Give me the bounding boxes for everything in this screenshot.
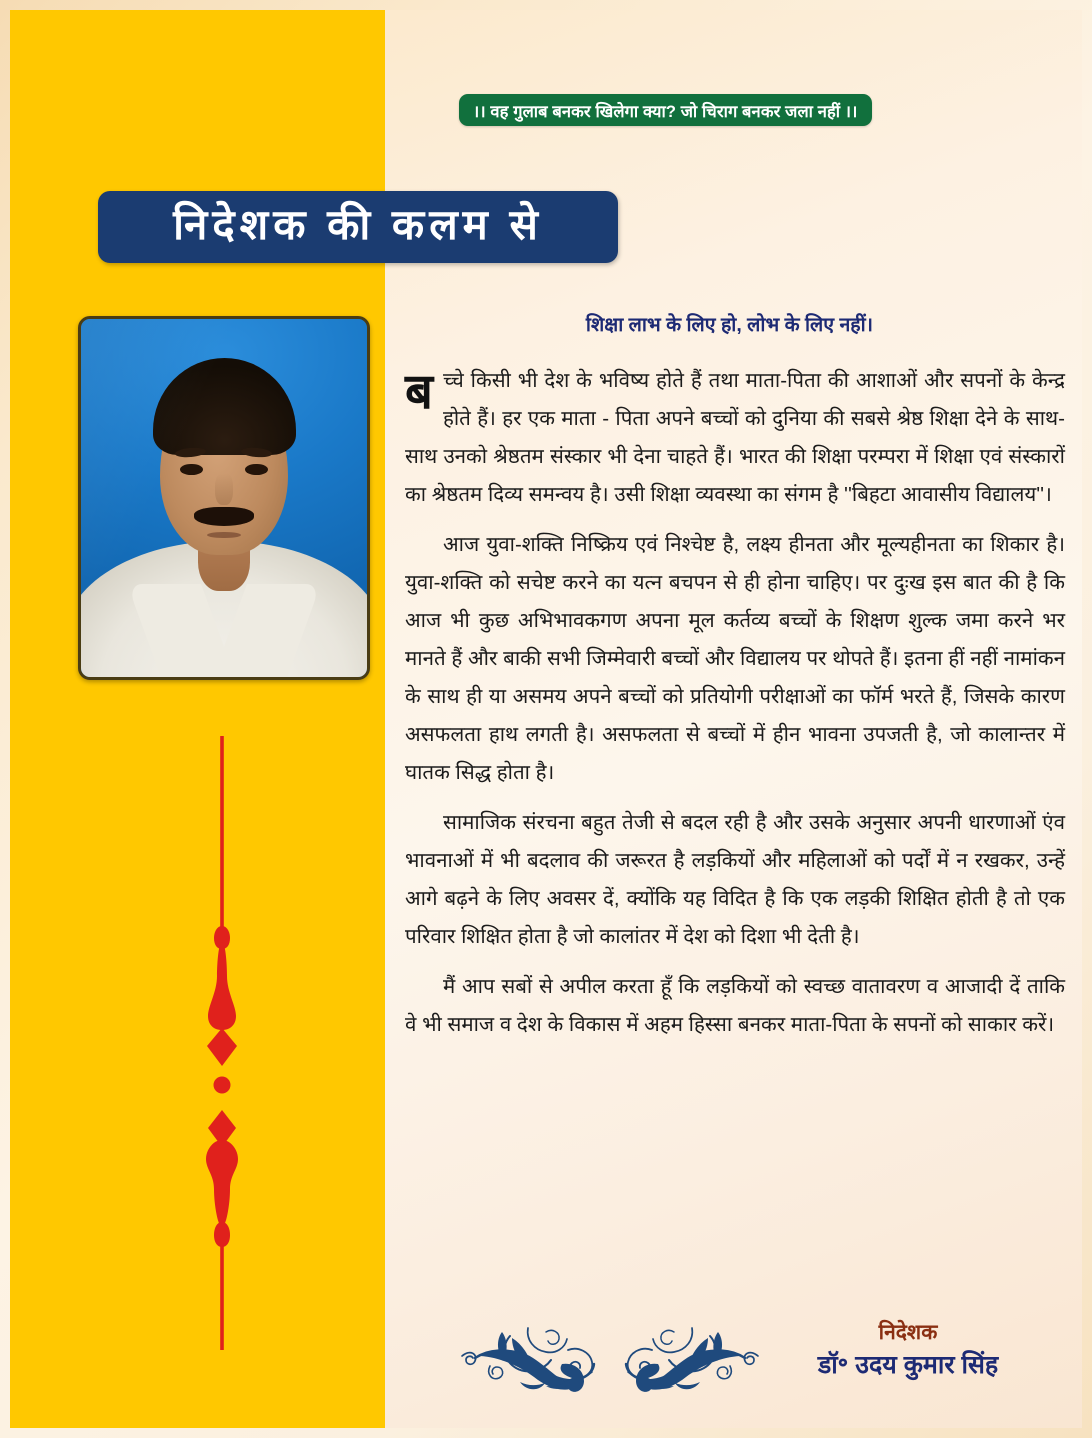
quote-banner-text: ।। वह गुलाब बनकर खिलेगा क्या? जो चिराग बनकर जला नहीं ।। bbox=[473, 102, 858, 121]
drop-cap: ब bbox=[405, 365, 433, 419]
article-column bbox=[395, 10, 1082, 1428]
paragraph-3: सामाजिक संरचना बहुत तेजी से बदल रही है और उसके अनुसार अपनी धारणाओं एंव भावनाओं में भी बदलाव की जरूरत है लड़कियों और महिलाओं को पर्दों में न रखकर, उन्हें आगे बढ़ने के लिए अवसर दें, क्योंकि यह विदित है कि एक लड़की शिक्षित होती है तो एक परिवार शिक्षित होता है जो कालांतर में देश को दिशा भी देती है। bbox=[405, 811, 1065, 948]
paragraph-4: मैं आप सबों से अपील करता हूँ कि लड़कियों को स्वच्छ वातावरण व आजादी दें ताकि वे भी समाज व देश के विकास में अहम हिस्सा बनकर माता-पिता के सपनों को साकार करें। bbox=[405, 975, 1065, 1036]
article-body bbox=[405, 362, 1065, 1056]
article-subtitle: शिक्षा लाभ के लिए हो, लोभ के लिए नहीं। bbox=[585, 314, 874, 336]
portrait-nose bbox=[215, 473, 232, 505]
director-portrait-photo bbox=[78, 316, 370, 680]
paragraph-1-text: च्चे किसी भी देश के भविष्य होते हैं तथा माता-पिता की आशाओं और सपनों के केन्द्र होते हैं। हर एक माता - पिता अपने बच्चों को दुनिया की सबसे श्रेष्ठ शिक्षा देने के साथ-साथ उनको श्रेष्ठतम संस्कार भी देना चाहते हैं। भारत की शिक्षा परम्परा में शिक्षा एवं संस्कारों का श्रेष्ठतम दिव्य समन्वय है। उसी शिक्षा व्यवस्था का संगम है ''बिहटा आवासीय विद्यालय''। bbox=[405, 369, 1065, 506]
paragraph-1 bbox=[405, 362, 1065, 514]
paragraph-2: आज युवा-शक्ति निष्क्रिय एवं निश्चेष्ट है, लक्ष्य हीनता और मूल्यहीनता का शिकार है। युवा-शक्ति को सचेष्ट करने का यत्न बचपन से ही होना चाहिए। पर दुःख इस बात की है कि आज भी कुछ अभिभावकगण अपना मूल कर्तव्य बच्चों के शिक्षण शुल्क जमा करने भर मानते हैं और बाकी सभी जिम्मेवारी बच्चों और विद्यालय पर थोपते हैं। इतना हीं नहीं नामांकन के साथ ही या असमय अपने बच्चों को प्रतियोगी परीक्षाओं का फॉर्म भरते हैं, जिसके कारण असफलता हाथ लगती है। असफलता से बच्चों में हीन भावना उपजती है, जो कालान्तर में घातक सिद्ध होता है। bbox=[405, 533, 1065, 784]
page-sheet bbox=[10, 10, 1082, 1428]
ornamental-vertical-divider-icon bbox=[196, 736, 248, 1350]
signature-role: निदेशक bbox=[878, 1321, 938, 1344]
floral-flourish-ornament-icon bbox=[450, 1306, 770, 1402]
signature-block bbox=[758, 1318, 1058, 1382]
signature-name: डॉ॰ उदय कुमार सिंह bbox=[817, 1351, 999, 1379]
page-title: निदेशक की कलम से bbox=[173, 201, 543, 248]
portrait-moustache bbox=[194, 507, 254, 526]
